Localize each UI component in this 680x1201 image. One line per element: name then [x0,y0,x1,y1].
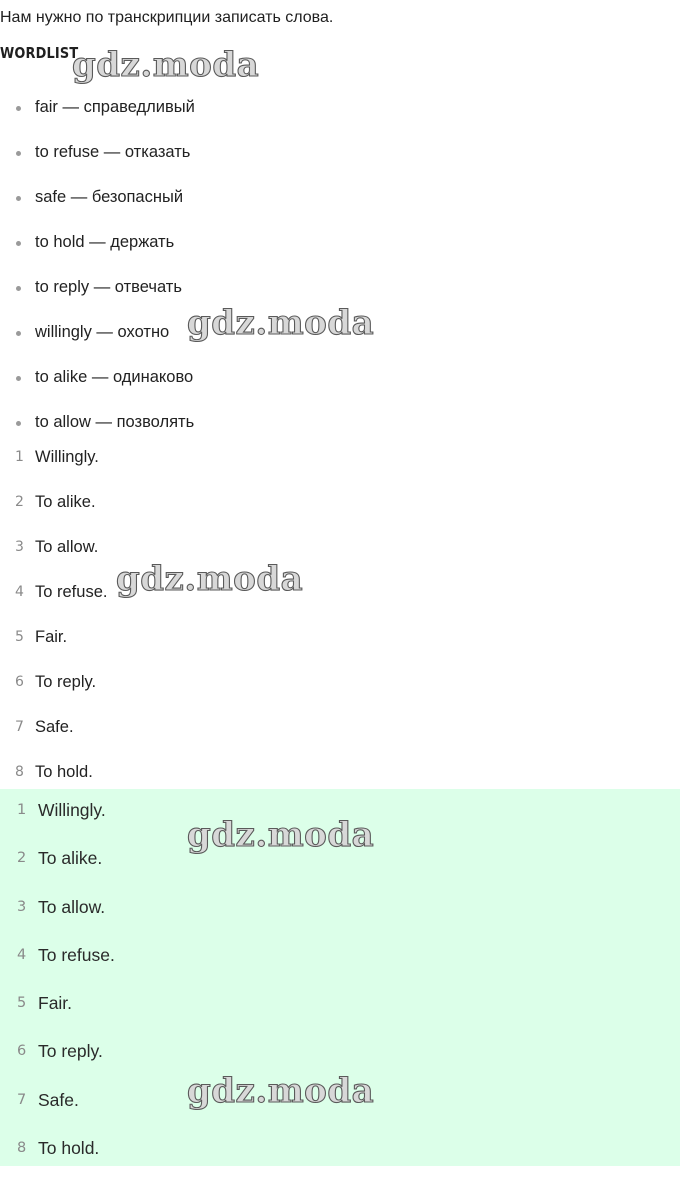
list-item [0,886,680,934]
item-number: 8 [15,764,24,780]
watermark-text: gdz.moda [187,815,375,854]
list-item [0,1127,680,1175]
item-number: 3 [15,539,24,555]
list-item [0,435,680,480]
list-item [0,525,680,570]
item-number: 1 [17,802,27,818]
answer-text: Fair. [35,628,68,646]
answer-text: Fair. [38,993,73,1014]
wordlist-item-text: to alike — одинаково [35,368,194,386]
wordlist-item-text: willingly — охотно [35,323,170,341]
wordlist-item-text: fair — справедливый [35,98,195,116]
item-number: 4 [17,946,27,963]
answer-text: To reply. [35,673,97,691]
answer-text: Willingly. [38,800,106,820]
answer-text: To allow. [38,896,106,917]
wordlist-item-text: safe — безопасный [35,188,184,206]
watermark-logo [187,302,382,342]
watermark-logo [187,1070,382,1110]
answer-text: To hold. [35,763,93,781]
item-number: 8 [17,1140,27,1157]
list-item [0,220,680,265]
wordlist-item-text: to allow — позволять [35,413,195,431]
item-number: 1 [15,449,24,465]
item-number: 2 [15,494,24,510]
bullet-icon [16,286,21,291]
item-number: 2 [17,850,27,867]
answer-text: To allow. [35,538,99,556]
answer-text: To refuse. [38,944,115,965]
wordlist-item-text: to refuse — отказать [35,143,191,161]
answer-text: Safe. [38,1089,79,1110]
answer-text: To refuse. [35,583,108,601]
answer-text: To hold. [38,1138,100,1159]
item-number: 5 [15,629,24,645]
bullet-icon [16,331,21,336]
answer-list [0,435,680,795]
watermark-logo [116,558,311,598]
watermark-text: gdz.moda [187,1071,375,1110]
list-item [0,570,680,615]
bullet-icon [16,151,21,156]
list-item [0,660,680,705]
answer-text: To alike. [35,493,96,511]
list-item [0,615,680,660]
item-number: 7 [17,1091,27,1108]
list-item [0,85,680,130]
bullet-icon [16,241,21,246]
list-item [0,982,680,1030]
item-number: 5 [17,995,27,1012]
wordlist-item-text: to reply — отвечать [35,278,182,296]
watermark-logo [187,814,382,854]
list-item [0,705,680,750]
item-number: 7 [15,719,24,735]
item-number: 4 [15,584,24,600]
item-number: 6 [15,674,24,690]
watermark-logo [72,44,267,84]
list-item [0,355,680,400]
item-number: 6 [17,1043,27,1060]
bullet-icon [16,106,21,111]
bullet-icon [16,196,21,201]
bullet-icon [16,376,21,381]
wordlist-item-text: to hold — держать [35,233,175,251]
answer-text: Willingly. [35,448,99,466]
watermark-text: gdz.moda [116,559,304,598]
wordlist-heading: WORDLIST [0,44,79,62]
answer-text: To reply. [38,1041,103,1062]
list-item [0,480,680,525]
wordlist [0,85,680,445]
intro-text: Нам нужно по транскрипции записать слова. [0,9,334,26]
item-number: 3 [17,898,27,915]
list-item [0,934,680,982]
bullet-icon [16,421,21,426]
answer-text: Safe. [35,718,74,736]
watermark-text: gdz.moda [72,45,260,84]
watermark-text: gdz.moda [187,303,375,342]
list-item [0,130,680,175]
answer-text: To alike. [38,848,103,869]
list-item [0,175,680,220]
